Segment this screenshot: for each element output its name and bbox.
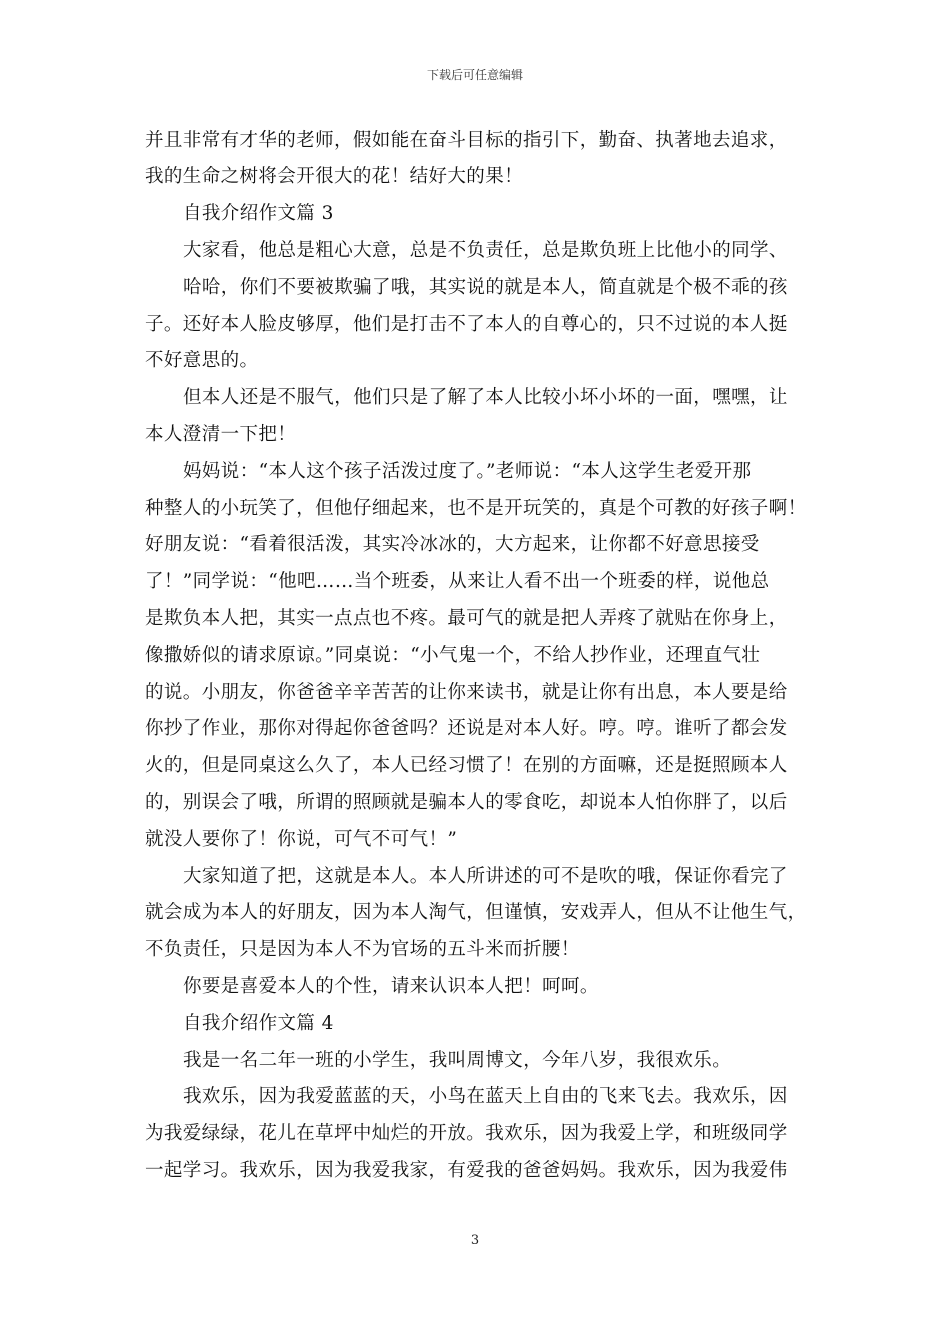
text-line: 就没人要你了！你说，可气不可气！”: [145, 829, 458, 850]
text-line: 大家知道了把，这就是本人。本人所讲述的可不是吹的哦，保证你看完了: [183, 866, 788, 887]
text-line: 像撒娇似的请求原谅。”同桌说：“小气鬼一个，不给人抄作业，还理直气壮: [145, 645, 761, 666]
text-line: 不负责任，只是因为本人不为官场的五斗米而折腰！: [145, 939, 580, 960]
text-line: 一起学习。我欢乐，因为我爱我家，有爱我的爸爸妈妈。我欢乐，因为我爱伟: [145, 1160, 788, 1181]
text-line: 的，别误会了哦，所谓的照顾就是骗本人的零食吃，却说本人怕你胖了，以后: [145, 792, 788, 813]
text-line: 本人澄清一下把！: [145, 424, 297, 445]
text-line: 并且非常有才华的老师，假如能在奋斗目标的指引下，勤奋、执著地去追求，: [145, 130, 788, 151]
text-line: 你要是喜爱本人的个性，请来认识本人把！呵呵。: [183, 976, 599, 997]
text-line: 的说。小朋友，你爸爸辛辛苦苦的让你来读书，就是让你有出息，本人要是给: [145, 682, 788, 703]
text-line: 好朋友说：“看着很活泼，其实冷冰冰的，大方起来，让你都不好意思接受: [145, 534, 760, 555]
page-header: 下载后可任意编辑: [426, 68, 523, 82]
text-line: 我欢乐，因为我爱蓝蓝的天，小鸟在蓝天上自由的飞来飞去。我欢乐，因: [183, 1086, 788, 1107]
page-number: 3: [470, 1233, 480, 1248]
text-line: 我的生命之树将会开很大的花！结好大的果！: [145, 166, 524, 187]
text-line: 哈哈，你们不要被欺骗了哦，其实说的就是本人，简直就是个极不乖的孩: [183, 277, 788, 298]
text-line: 为我爱绿绿，花儿在草坪中灿烂的开放。我欢乐，因为我爱上学，和班级同学: [145, 1123, 788, 1144]
section-heading: 自我介绍作文篇 3: [183, 203, 334, 224]
text-line: 妈妈说：“本人这个孩子活泼过度了。”老师说：“本人这学生老爱开那: [183, 461, 752, 482]
text-line: 子。还好本人脸皮够厚，他们是打击不了本人的自尊心的，只不过说的本人挺: [145, 314, 788, 335]
section-heading: 自我介绍作文篇 4: [183, 1013, 334, 1034]
text-line: 我是一名二年一班的小学生，我叫周博文，今年八岁，我很欢乐。: [183, 1050, 732, 1071]
text-line: 大家看，他总是粗心大意，总是不负责任，总是欺负班上比他小的同学、: [183, 240, 788, 261]
text-line: 火的，但是同桌这么久了，本人已经习惯了！在别的方面嘛，还是挺照顾本人: [145, 755, 788, 776]
text-line: 但本人还是不服气，他们只是了解了本人比较小坏小坏的一面，嘿嘿，让: [183, 387, 788, 408]
text-line: 你抄了作业，那你对得起你爸爸吗？还说是对本人好。哼。哼。谁听了都会发: [145, 718, 788, 739]
text-line: 种整人的小玩笑了，但他仔细起来，也不是开玩笑的，真是个可教的好孩子啊！: [145, 498, 807, 519]
text-line: 就会成为本人的好朋友，因为本人淘气，但谨慎，安戏弄人，但从不让他生气，: [145, 902, 807, 923]
text-line: 是欺负本人把，其实一点点也不疼。最可气的就是把人弄疼了就贴在你身上，: [145, 608, 788, 629]
text-line: 了！”同学说：“他吧……当个班委，从来让人看不出一个班委的样，说他总: [145, 571, 770, 592]
text-line: 不好意思的。: [145, 350, 259, 371]
